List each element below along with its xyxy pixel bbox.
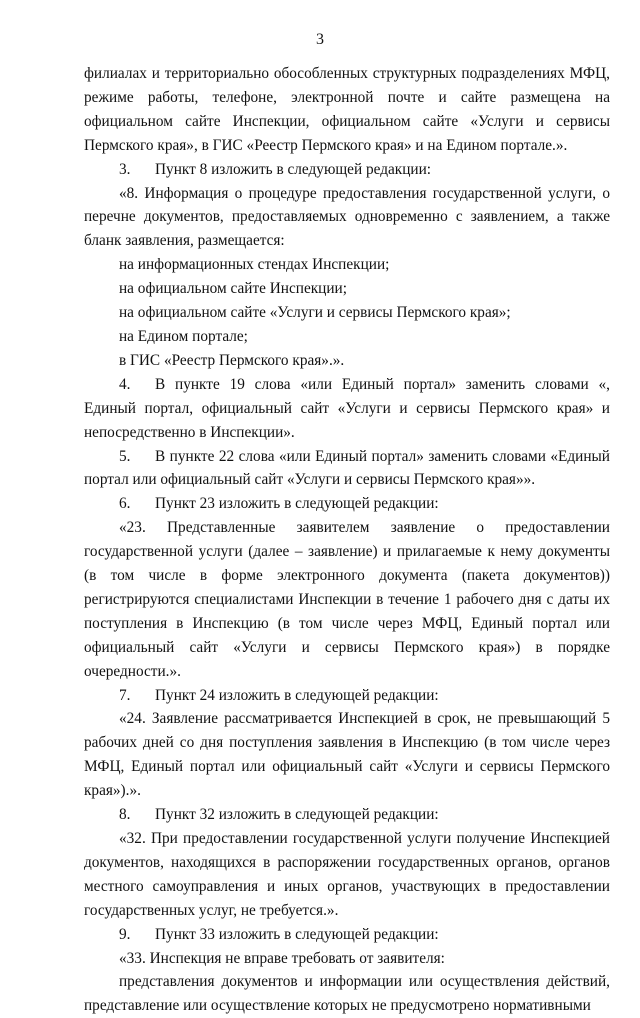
paragraph: филиалах и территориально обособленных структурных подразделениях МФЦ, режиме работы, телефоне, электронной почте и сайте размещена на официальном сайте Инспекции, официальном сайте «Услуги и сервисы Пермского края», в ГИС «Реестр Пермского края» и на Едином портале.». xyxy=(84,65,610,154)
list-item: на официальном сайте «Услуги и сервисы Пермского края»; xyxy=(119,304,511,322)
item-text: Пункт 33 изложить в следующей редакции: xyxy=(155,925,439,943)
item-text: В пункте 19 слова «или Единый портал» заменить словами «, Единый портал, официальный сайт «Услуги и сервисы Пермского края» и непосредственно в Инспекции». xyxy=(84,375,610,441)
numbered-item xyxy=(84,923,610,947)
numbered-item xyxy=(84,684,610,708)
item-number: 5. xyxy=(119,447,131,465)
item-text: Пункт 32 изложить в следующей редакции: xyxy=(155,806,439,824)
list-item: в ГИС «Реестр Пермского края».». xyxy=(119,351,345,369)
list-item: на официальном сайте Инспекции; xyxy=(119,280,347,298)
numbered-item xyxy=(84,803,610,827)
numbered-item xyxy=(84,373,610,445)
item-text: В пункте 22 слова «или Единый портал» заменить словами «Единый портал или официальный сайт «Услуги и сервисы Пермского края»». xyxy=(84,447,610,489)
item-text: Пункт 24 изложить в следующей редакции: xyxy=(155,686,439,704)
numbered-item xyxy=(84,158,610,182)
paragraph: «8. Информация о процедуре предоставления государственной услуги, о перечне документов, предоставляемых одновременно с заявлением, а также бланк заявления, размещается: xyxy=(84,184,610,250)
item-number: 9. xyxy=(119,925,131,943)
paragraph: «32. При предоставлении государственной услуги получение Инспекцией документов, находящихся в распоряжении государственных органов, органов местного самоуправления и иных органов, участвующих в предоставлении государственных услуг, не требуется.». xyxy=(84,830,610,919)
list-item: на информационных стендах Инспекции; xyxy=(119,256,390,274)
item-number: 6. xyxy=(119,495,131,513)
item-number: 3. xyxy=(119,160,131,178)
paragraph: представления документов и информации или осуществления действий, представление или осуществление которых не предусмотрено нормативными xyxy=(84,973,610,1015)
paragraph: «24. Заявление рассматривается Инспекцией в срок, не превышающий 5 рабочих дней со дня поступления заявления в Инспекцию (в том числе через МФЦ, Единый портал или официальный сайт «Услуги и сервисы Пермского края»).». xyxy=(84,710,610,800)
page-number: 3 xyxy=(316,31,324,48)
numbered-item xyxy=(84,445,610,493)
item-text: Пункт 23 изложить в следующей редакции: xyxy=(155,495,439,513)
paragraph: «23. Представленные заявителем заявление о предоставлении государственной услуги (далее – заявление) и прилагаемые к нему документы (в том числе в форме электронного документа (пакета документов)) регистрируются специалистами Инспекции в течение 1 рабочего дня с даты их поступления в Инспекцию (в том числе через МФЦ, Единый портал или официальный сайт «Услуги и сервисы Пермского края») в порядке очередности.». xyxy=(84,519,610,680)
item-text: Пункт 8 изложить в следующей редакции: xyxy=(155,160,432,178)
item-number: 7. xyxy=(119,686,131,704)
item-number: 8. xyxy=(119,806,131,824)
document-body xyxy=(84,62,610,1018)
paragraph: «33. Инспекция не вправе требовать от заявителя: xyxy=(119,949,445,967)
item-number: 4. xyxy=(119,375,131,393)
list-item: на Едином портале; xyxy=(119,327,248,345)
numbered-item xyxy=(84,492,610,516)
